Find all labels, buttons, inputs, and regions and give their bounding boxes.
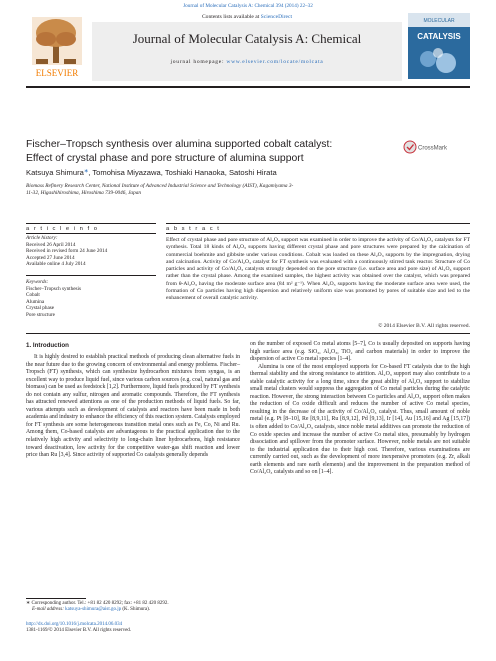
author-name[interactable]: Katsuya Shimura — [26, 168, 84, 177]
info-rule-bottom — [26, 233, 156, 234]
history-online: Available online 4 July 2014 — [26, 261, 86, 268]
elsevier-logo[interactable] — [26, 15, 88, 79]
footnote-email-line — [26, 607, 246, 613]
email-suffix: (K. Shimura). — [121, 607, 151, 613]
doi-link[interactable]: http://dx.doi.org/10.1016/j.molcata.2014.06.034 — [26, 622, 123, 627]
author-names-rest: , Tomohisa Miyazawa, Toshiaki Hanaoka, Satoshi Hirata — [88, 168, 277, 177]
publisher-name: ELSEVIER — [35, 68, 79, 78]
keywords-label: Keywords: — [26, 278, 49, 285]
article-info — [26, 235, 156, 319]
crossmark-badge[interactable] — [403, 140, 453, 154]
body-column-left — [26, 354, 240, 460]
journal-homepage — [92, 59, 402, 65]
journal-header — [26, 13, 470, 83]
journal-title-box — [92, 13, 402, 81]
email-label: E-mail address: — [32, 607, 66, 613]
journal-title[interactable]: Journal of Molecular Catalysis A: Chemical — [132, 31, 362, 46]
history-received: Received 26 April 2014 — [26, 241, 76, 248]
title-line-2: Effect of crystal phase and pore structure of alumina support — [26, 153, 304, 164]
history-revised: Received in revised form 24 June 2014 — [26, 248, 108, 255]
email-link[interactable]: katsuya-shimura@aist.go.jp — [65, 607, 122, 613]
homepage-link[interactable]: www.elsevier.com/locate/molcata — [226, 59, 324, 65]
keyword: Crystal phase — [26, 305, 55, 312]
keyword: Cobalt — [26, 292, 40, 299]
contents-line — [92, 13, 402, 22]
header-rule — [26, 86, 470, 88]
history-label: Article history: — [26, 235, 58, 241]
info-rule-top — [26, 223, 156, 224]
article-info-heading: a r t i c l e i n f o — [26, 226, 99, 232]
corresponding-author-footnote — [26, 601, 246, 614]
keyword: Fischer–Tropsch synthesis — [26, 285, 82, 292]
cover-title: CATALYSIS — [417, 32, 461, 41]
intro-paragraph: Alumina is one of the most employed supports for Co-based FT catalysts due to the high thermal stability and the strong resistance to attrition. Al₂O₃ support may also contribute to a stable catalytic activity for a long time, since the great ability of Al₂O₃ support to stabilize small metal clusters would suppress the aggregation of Co metal particles during the catalytic reaction. However, the strong interaction between Co particles and Al₂O₃ support often makes the reduction of Co oxide difficult and reduces the number of active Co metal species, resulting in the decrease of the activity of Co/Al₂O₃ catalyst. Thus, small amount of noble metal (e.g. Pt [8–10], Re [8,9,11], Ru [8,9,12], Pd [9,13], Ir [14], Au [15,16] and Ag [15,17]) is often added to Co/Al₂O₃ catalysts, since noble metal additives can promote the reduction of Co oxide species and increase the number of active Co metal sites, presumably by hydrogen dissociation and spillover from the promoter surface. However, noble metals are not suitable to the industrial application due to their high cost. Therefore, various examinations are currently carried out, such as the development of more inexpensive promoters (e.g. Zr, alkali earth elements and rare earth elements) and the improvement in the preparation method of Co/Al₂O₃ catalysts and so on [1–4]. — [250, 363, 470, 476]
journal-reference[interactable]: Journal of Molecular Catalysis A: Chemical 394 (2014) 22–32 — [183, 3, 313, 9]
crossmark-label: CrossMark — [418, 145, 448, 152]
issn-line: 1381-1169/© 2014 Elsevier B.V. All rights reserved. — [26, 628, 132, 634]
author-list — [26, 168, 466, 177]
crossmark-icon — [403, 140, 453, 154]
abstract-text: Effect of crystal phase and pore structure of Al₂O₃ support was examined in order to improve the activity of Co/Al₂O₃ catalysts for FT synthesis. Total 18 kinds of Al₂O₃ supports having different crystal phase and pore structures were prepared by the calcination of commercial boehmite and gibbsite under various conditions. Cobalt was loaded on these Al₂O₃ supports by the impregnation, drying and calcination. Activity of Co/Al₂O₃ catalyst for FT synthesis was evaluated with a continuously stirred tank reactor. Structure of Co particles and activity of Co/Al₂O₃ catalysts strongly depended on the pore structure (i.e. surface area and pore size) of Al₂O₃ support rather than the crystal phase. Among the examined samples, the highest activity was obtained over the catalyst, which was prepared from θ-Al₂O₃ having the moderate surface area (84 m² g⁻¹). When Al₂O₃ supports having the moderate surface area were used, the formation of Co particles having high dispersion and relatively uniform size was promoted by pores of suitable size and led to the enhancement of overall catalytic activity. — [166, 237, 470, 302]
footnote-rule — [26, 598, 86, 599]
abstract-copyright: © 2014 Elsevier B.V. All rights reserved. — [378, 323, 470, 329]
affiliation: Biomass Refinery Research Center, National Institute of Advanced Industrial Science and Technology (AIST), Kagamiyama 3-11-32, Higashihiroshima, Hiroshima 739-0046, Japan — [26, 183, 294, 196]
section-heading-introduction: 1. Introduction — [26, 342, 69, 349]
keywords-rule — [26, 275, 156, 276]
keyword: Pore structure — [26, 311, 55, 318]
abstract-end-rule — [26, 333, 470, 334]
article-title — [26, 138, 386, 166]
body-column-right — [250, 341, 470, 477]
abstract-heading: a b s t r a c t — [166, 226, 221, 232]
contents-prefix: Contents lists available at — [201, 14, 261, 20]
corresponding-author-mark[interactable]: ∗ — [83, 168, 89, 175]
history-accepted: Accepted 27 June 2014 — [26, 254, 75, 261]
abstract-rule-bottom — [166, 233, 470, 234]
keyword: Alumina — [26, 298, 45, 305]
abstract-rule-top — [166, 223, 470, 224]
journal-cover-icon — [408, 13, 470, 79]
intro-paragraph: It is highly desired to establish practical methods of producing clean alternative fuels in the near future due to the growing concern of environmental and energy problems. Fischer–Tropsch (FT) synthesis, which can synthesize hydrocarbon mixtures from syngas, is an excellent way to produce liquid fuel, since various carbon sources (e.g. coal, natural gas and biomass) can be used as feedstock [1,2]. Furthermore, liquid fuels produced by FT synthesis do not contain any sulfur, nitrogen and aromatic compounds. Therefore, the FT synthesis has attracted renewed attentions as one of the production methods of liquid fuels. So far, various attempts such as development of catalysts and reactors have been made in both academia and industry to enhance the efficiency of this reaction system. Catalysts employed for FT synthesis are some heterogeneous transition metal ones such as Fe, Co, Ni and Ru. Among them, Co-based catalysts are advantageous to the practical application due to the relatively high activity and selectivity to long-chain liner hydrocarbons, high resistance toward deactivation, low activity for the competitive water-gas shift reaction and lower price than Ru [3,4]. Since activity of supported Co catalysts generally depends — [26, 354, 241, 459]
intro-paragraph: on the number of exposed Co metal atoms [5–7], Co is usually deposited on supports having high surface area (e.g. SiO₂, Al₂O₃, TiO₂ and carbon materials) in order to improve the dispersion of active Co metal species [1–4]. — [250, 341, 470, 363]
sciencedirect-link[interactable]: ScienceDirect — [260, 14, 293, 20]
title-line-1: Fischer–Tropsch synthesis over alumina supported cobalt catalyst: — [26, 139, 333, 150]
elsevier-tree-icon — [26, 15, 88, 79]
page-footer — [26, 622, 246, 635]
homepage-prefix: journal homepage: — [170, 59, 227, 65]
cover-journal: MOLECULAR — [423, 18, 455, 24]
journal-cover-image[interactable] — [408, 13, 470, 79]
footnote-contact: ∗ Corresponding author. Tel.: +81 82 420 8292; fax: +81 82 420 8292. — [26, 601, 169, 606]
